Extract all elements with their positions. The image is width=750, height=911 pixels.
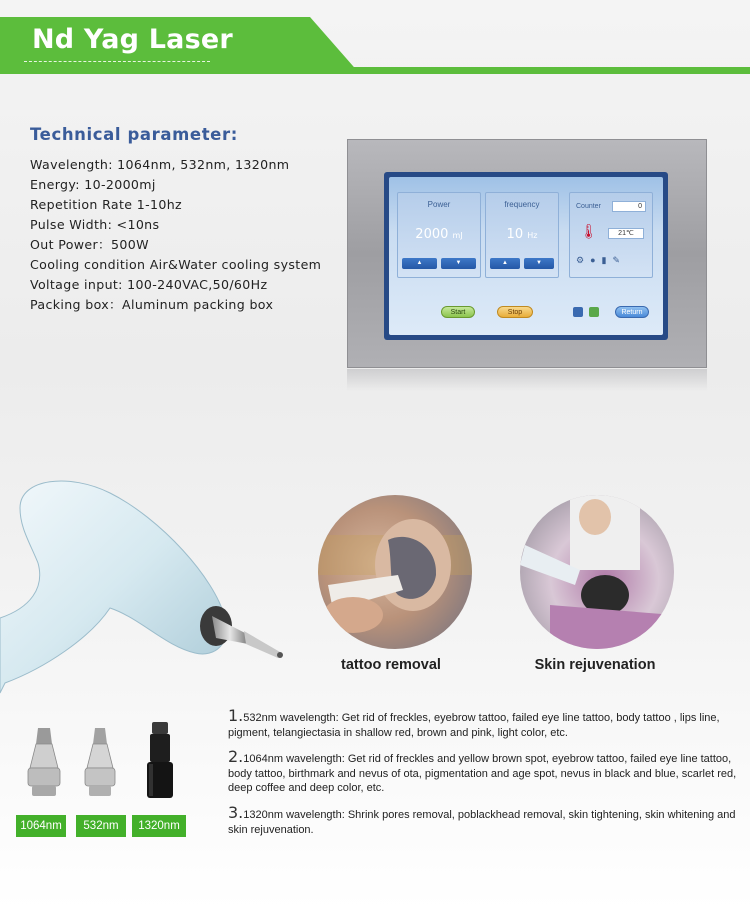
param-cooling: Cooling condition Air&Water cooling system	[30, 257, 322, 272]
title-underline	[24, 61, 210, 62]
pen-icon: ✎	[612, 255, 621, 265]
water-icon	[589, 307, 599, 317]
power-label: Power	[427, 200, 451, 209]
wifi-icon	[573, 307, 583, 317]
start-button: Start	[441, 306, 475, 318]
power-up-button: ▲	[402, 258, 437, 269]
stop-button: Stop	[497, 306, 533, 318]
touch-screen	[384, 172, 668, 340]
frequency-down-button: ▼	[524, 258, 554, 269]
frequency-panel	[485, 192, 559, 278]
param-pulse-width: Pulse Width: <10ns	[30, 217, 160, 232]
skin-rejuvenation-caption: Skin rejuvenation	[534, 657, 656, 673]
param-voltage: Voltage input: 100-240VAC,50/60Hz	[30, 277, 268, 292]
description-1064nm: 2.1064nm wavelength: Get rid of freckles and yellow brown spot, eyebrow tattoo, failed eye line tattoo, body tattoo, birthmark and nevus of ota, pigmentation and age spot, nevus in black and blue, scarlet red, deep coffee and deep color, etc.	[228, 747, 737, 795]
technical-heading: Technical parameter:	[30, 125, 238, 144]
thermometer-icon: 🌡	[580, 223, 598, 239]
tip-1064nm-image	[22, 724, 66, 800]
tattoo-removal-photo	[318, 495, 472, 649]
device-reflection	[347, 369, 707, 391]
frequency-up-button: ▲	[490, 258, 520, 269]
control-panel-image	[347, 139, 707, 368]
frequency-label: frequency	[504, 200, 540, 209]
bulb-icon: ●	[590, 255, 596, 265]
param-energy: Energy: 10-2000mj	[30, 177, 156, 192]
param-out-power: Out Power：500W	[30, 237, 149, 252]
handpiece-icon: ⚙	[576, 255, 585, 265]
counter-label: Counter	[576, 203, 601, 210]
tip-label-1064nm: 1064nm	[16, 815, 66, 837]
param-packing: Packing box：Aluminum packing box	[30, 297, 274, 312]
description-1320nm: 3.1320nm wavelength: Shrink pores removal, poblackhead removal, skin tightening, skin whitening and skin rejuvenation.	[228, 803, 736, 836]
tattoo-removal-caption: tattoo removal	[341, 657, 441, 673]
parameter-list	[30, 155, 321, 315]
frequency-value: 10 Hz	[506, 227, 538, 242]
page-title: Nd Yag Laser	[32, 24, 233, 55]
status-panel	[569, 192, 653, 278]
power-panel	[397, 192, 481, 278]
tip-label-1320nm: 1320nm	[132, 815, 186, 837]
param-repetition-rate: Repetition Rate 1-10hz	[30, 197, 182, 212]
skin-rejuvenation-photo	[520, 495, 674, 649]
temperature-value: 21℃	[608, 228, 644, 239]
laser-handpiece-image	[0, 468, 290, 698]
tool-icons	[576, 255, 620, 266]
tip-1320nm-image	[140, 720, 180, 804]
description-532nm: 1.532nm wavelength: Get rid of freckles, eyebrow tattoo, failed eye line tattoo, body tattoo , lips line, pigment, telangiectasia in shallow red, brown and pink, light color, etc.	[228, 706, 720, 739]
power-down-button: ▼	[441, 258, 476, 269]
tip-label-532nm: 532nm	[76, 815, 126, 837]
param-wavelength: Wavelength: 1064nm, 532nm, 1320nm	[30, 157, 290, 172]
return-button: Return	[615, 306, 649, 318]
bottle-icon: ▮	[601, 255, 607, 265]
counter-value: 0	[612, 201, 646, 212]
power-value: 2000 mJ	[415, 227, 463, 242]
tip-532nm-image	[78, 724, 122, 800]
